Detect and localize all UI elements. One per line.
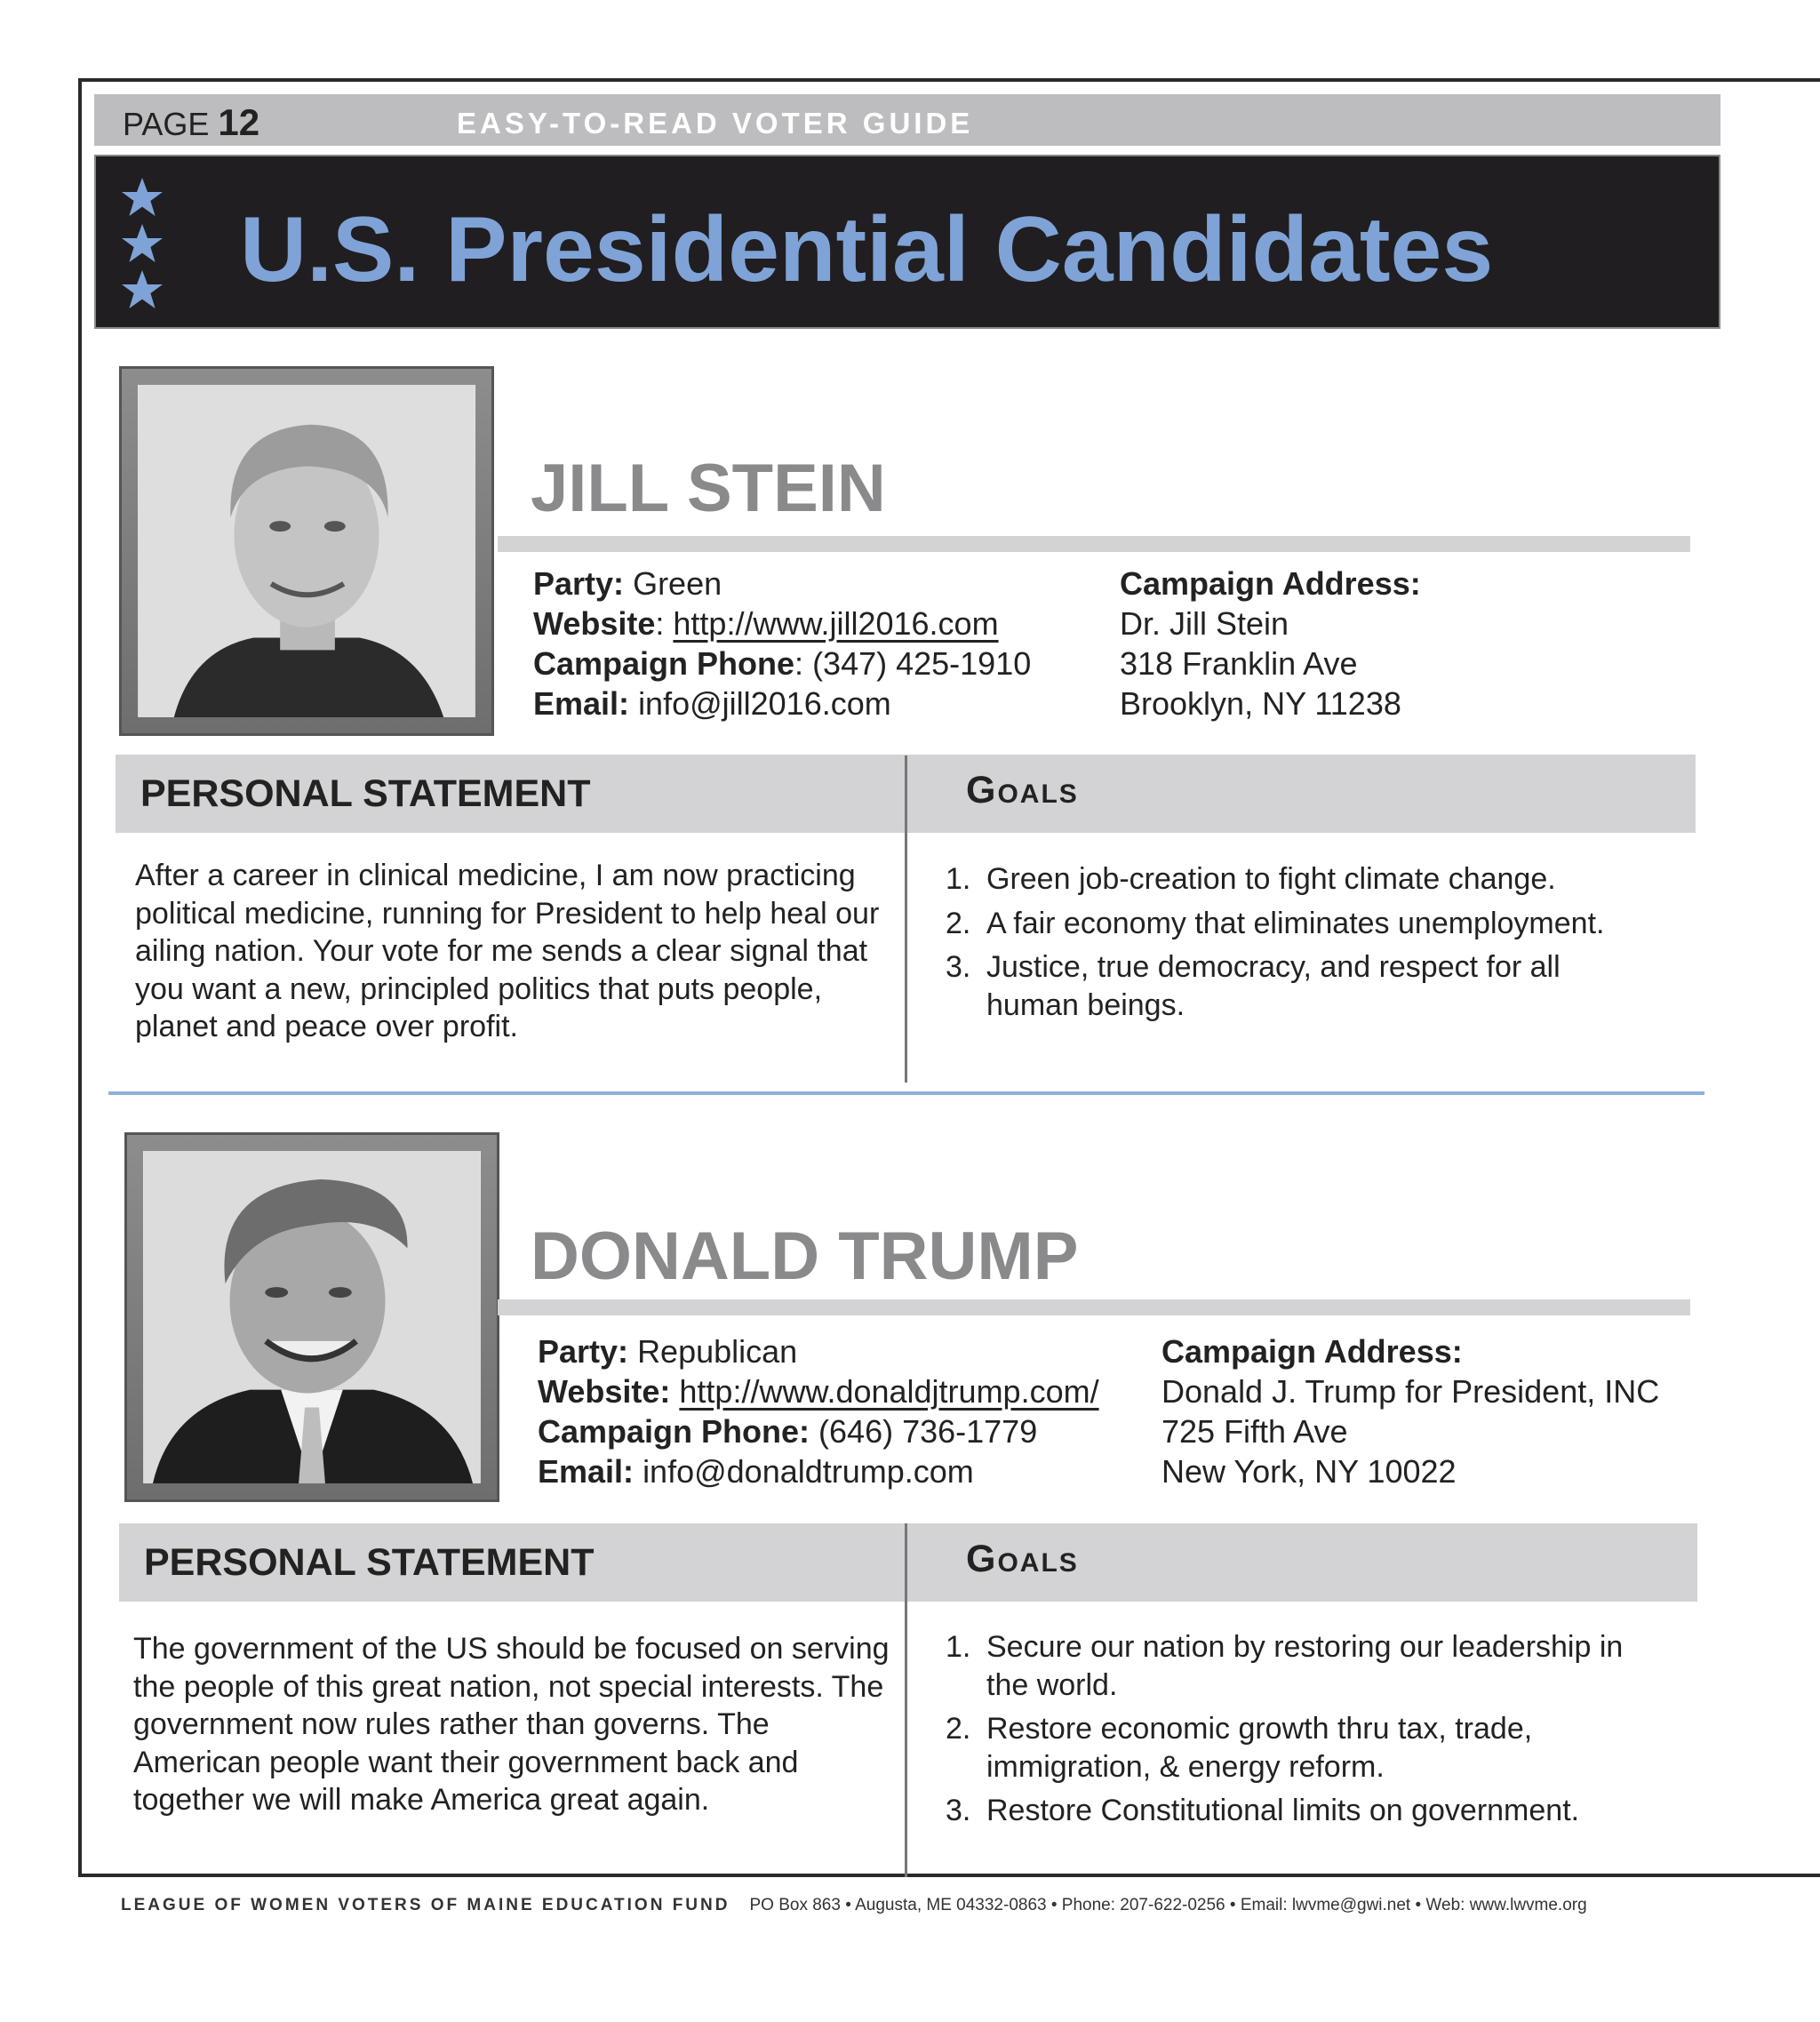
- candidate-photo-stein: [119, 366, 494, 736]
- goals-heading: Goals: [966, 769, 1079, 811]
- portrait-image: [143, 1151, 481, 1483]
- address-line: Dr. Jill Stein: [1120, 605, 1289, 642]
- phone-colon: :: [794, 645, 804, 682]
- address-line: Donald J. Trump for President, INC: [1161, 1373, 1660, 1410]
- phone-value: (347) 425-1910: [812, 645, 1032, 682]
- page-indicator: [123, 101, 259, 144]
- email-line: [533, 683, 1031, 723]
- phone-label: Campaign Phone:: [538, 1413, 810, 1450]
- candidate-contact-info: [538, 1331, 1099, 1491]
- portrait-image: [138, 385, 475, 717]
- personal-statement-text: The government of the US should be focused on serving the people of this great nation, not special interests. The government now rules rather than governs. The American people want their government back and together we will make America great again.: [133, 1632, 890, 1817]
- phone-line: [533, 643, 1031, 683]
- top-header-bar: [94, 94, 1720, 146]
- campaign-address-block: [1161, 1331, 1659, 1491]
- goals-heading: Goals: [966, 1538, 1079, 1580]
- website-link[interactable]: http://www.jill2016.com: [673, 605, 999, 642]
- phone-line: [538, 1411, 1099, 1451]
- address-line: Brooklyn, NY 11238: [1120, 685, 1401, 722]
- address-line: 318 Franklin Ave: [1120, 645, 1358, 682]
- footer-org-name: LEAGUE OF WOMEN VOTERS OF MAINE EDUCATION FUND: [121, 1896, 730, 1914]
- website-link[interactable]: http://www.donaldjtrump.com/: [679, 1373, 1099, 1410]
- candidate-photo-trump: [124, 1132, 499, 1502]
- candidate-name: JILL STEIN: [531, 451, 886, 526]
- party-label: Party:: [538, 1333, 629, 1370]
- address-line: 725 Fifth Ave: [1161, 1413, 1348, 1450]
- star-icon: [121, 268, 164, 311]
- email-label: Email:: [533, 685, 630, 722]
- star-icon: [121, 222, 164, 265]
- page-label: PAGE: [123, 106, 210, 142]
- goals-list: [946, 1628, 1648, 1836]
- personal-statement-heading: PERSONAL STATEMENT: [140, 772, 591, 815]
- party-line: [533, 563, 1031, 603]
- column-divider: [905, 1523, 907, 1877]
- campaign-address-block: [1120, 563, 1421, 723]
- goal-item: [946, 860, 1648, 899]
- column-divider: [905, 755, 907, 1083]
- footer-contact: PO Box 863 • Augusta, ME 04332-0863 • Phone: 207-622-0256 • Email: lwvme@gwi.net • Web: www.lwvme.org: [749, 1896, 1587, 1914]
- goal-number: 1.: [946, 862, 971, 896]
- goals-list: [946, 860, 1648, 1030]
- goal-number: 3.: [946, 1794, 971, 1827]
- website-label: Website:: [538, 1373, 671, 1410]
- goal-item: [946, 905, 1648, 943]
- party-label: Party:: [533, 565, 625, 602]
- goal-item: [946, 948, 1648, 1024]
- email-value: info@jill2016.com: [638, 685, 891, 722]
- personal-statement-text: After a career in clinical medicine, I am now practicing political medicine, running for President to help heal our ailing nation. Your vote for me sends a clear signal that you want a new, principled politics that puts people, planet and peace over profit.: [135, 859, 880, 1043]
- goal-number: 2.: [946, 906, 971, 940]
- goal-number: 1.: [946, 1630, 971, 1664]
- page-number: 12: [218, 101, 260, 143]
- guide-title: EASY-TO-READ VOTER GUIDE: [457, 107, 974, 140]
- campaign-address-label: Campaign Address:: [1161, 1333, 1463, 1370]
- candidate-separator: [108, 1091, 1704, 1095]
- candidate-name: DONALD TRUMP: [531, 1219, 1079, 1294]
- party-value: Republican: [637, 1333, 798, 1370]
- party-value: Green: [633, 565, 722, 602]
- page-title: U.S. Presidential Candidates: [240, 198, 1494, 301]
- page-footer: [121, 1896, 1587, 1915]
- goal-text: Green job-creation to fight climate change.: [986, 862, 1556, 896]
- goal-text: A fair economy that eliminates unemployment.: [986, 906, 1605, 940]
- website-label: Website: [533, 605, 656, 642]
- goal-text: Justice, true democracy, and respect for all human beings.: [986, 950, 1561, 1022]
- phone-value: (646) 736-1779: [818, 1413, 1038, 1450]
- website-line: [533, 603, 1031, 643]
- goal-item: [946, 1710, 1648, 1786]
- goal-item: [946, 1792, 1648, 1830]
- goal-text: Secure our nation by restoring our leadership in the world.: [986, 1630, 1624, 1702]
- goal-number: 3.: [946, 950, 971, 984]
- website-colon: :: [655, 605, 665, 642]
- website-line: [538, 1371, 1099, 1411]
- goal-text: Restore economic growth thru tax, trade, immigration, & energy reform.: [986, 1712, 1533, 1784]
- email-value: info@donaldtrump.com: [643, 1453, 974, 1490]
- name-underline: [498, 1299, 1690, 1315]
- goal-number: 2.: [946, 1712, 971, 1746]
- personal-statement-heading: PERSONAL STATEMENT: [144, 1541, 595, 1584]
- star-icon: [121, 176, 164, 219]
- party-line: [538, 1331, 1099, 1371]
- address-line: New York, NY 10022: [1161, 1453, 1457, 1490]
- phone-label: Campaign Phone: [533, 645, 795, 682]
- candidate-contact-info: [533, 563, 1031, 723]
- name-underline: [498, 536, 1690, 552]
- email-line: [538, 1451, 1099, 1491]
- goal-item: [946, 1628, 1648, 1704]
- title-banner: [94, 155, 1720, 329]
- campaign-address-label: Campaign Address:: [1120, 565, 1421, 602]
- email-label: Email:: [538, 1453, 635, 1490]
- goal-text: Restore Constitutional limits on government.: [986, 1794, 1580, 1827]
